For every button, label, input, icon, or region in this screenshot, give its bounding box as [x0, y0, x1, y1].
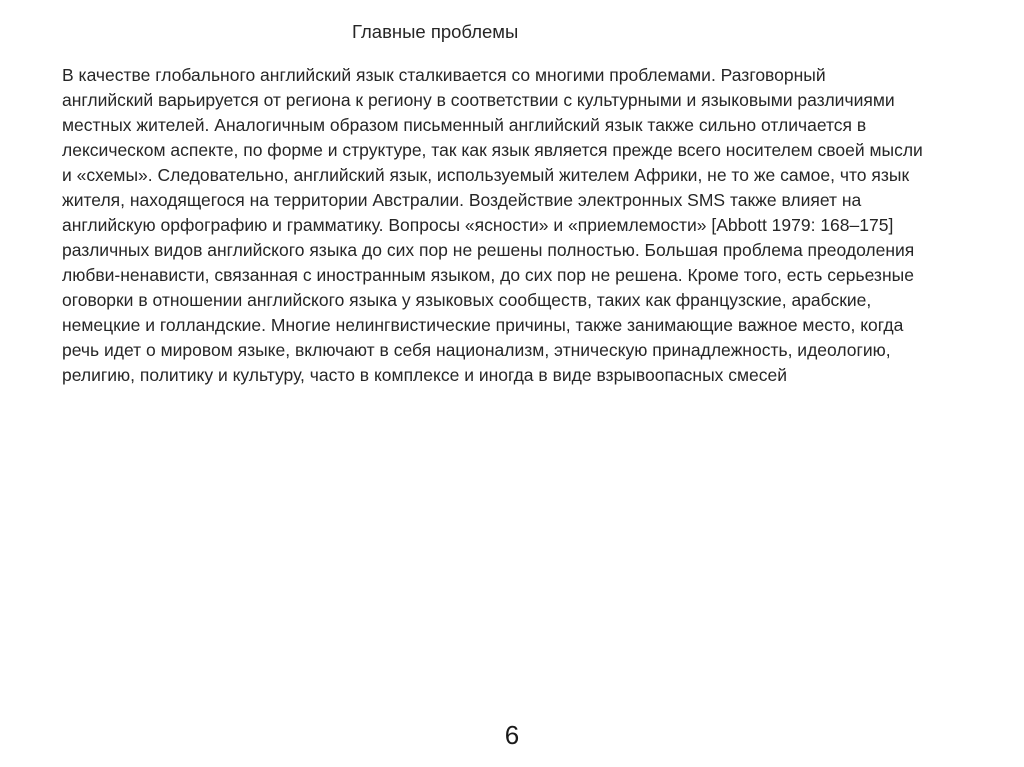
text-line: В качестве глобального английский язык сталкивается со многими проблемами. Разговорный	[62, 65, 826, 85]
text-line: речь идет о мировом языке, включают в себя национализм, этническую принадлежность, идеологию,	[62, 340, 891, 360]
text-line: различных видов английского языка до сих пор не решены полностью. Большая проблема преодоления	[62, 240, 915, 260]
slide-title: Главные проблемы	[352, 21, 519, 42]
text-line: местных жителей. Аналогичным образом письменный английский язык также сильно отличается в	[62, 115, 867, 135]
text-line: лексическом аспекте, по форме и структуре, так как язык является прежде всего носителем своей мысли	[62, 140, 923, 160]
text-line: любви-ненависти, связанная с иностранным языком, до сих пор не решена. Кроме того, есть серьезные	[62, 265, 914, 285]
text-line: английский варьируется от региона к региону в соответствии с культурными и языковыми различиями	[62, 90, 895, 110]
text-line: оговорки в отношении английского языка у языковых сообществ, таких как французские, арабские,	[62, 290, 872, 310]
body-paragraph	[62, 63, 972, 388]
text-line: религию, политику и культуру, часто в комплексе и иногда в виде взрывоопасных смесей	[62, 365, 788, 385]
page-number: 6	[504, 720, 520, 750]
text-line: английскую орфографию и грамматику. Вопросы «ясности» и «приемлемости» [Abbott 1979: 168–175]	[62, 215, 894, 235]
text-line: немецкие и голландские. Многие нелингвистические причины, также занимающие важное место, когда	[62, 315, 904, 335]
text-line: и «схемы». Следовательно, английский язык, используемый жителем Африки, не то же самое, что язык	[62, 165, 910, 185]
text-line: жителя, находящегося на территории Австралии. Воздействие электронных SMS также влияет на	[62, 190, 862, 210]
